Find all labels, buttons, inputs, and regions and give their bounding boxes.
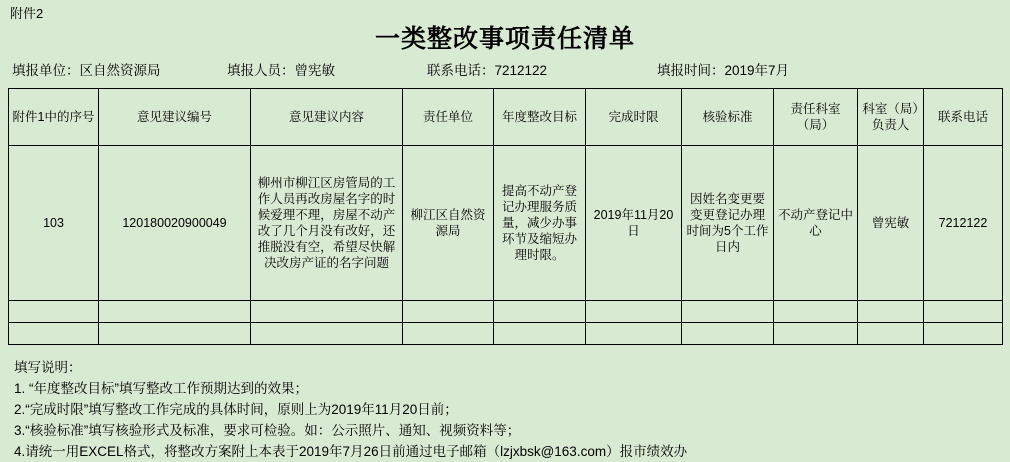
cell-empty: [858, 323, 924, 345]
table-row: [9, 146, 1003, 301]
meta-report-date-value: 2019年7月: [724, 63, 790, 78]
meta-report-date-label: 填报时间：: [657, 63, 725, 78]
column-header-goal: 年度整改目标: [494, 89, 586, 146]
meta-contact-phone: [427, 62, 657, 80]
cell-empty: [494, 323, 586, 345]
notes-item-3: 3.“核验标准”填写核验形式及标准，要求可检验。如：公示照片、通知、视频资料等；: [14, 423, 521, 438]
meta-contact-phone-label: 联系电话：: [427, 63, 495, 78]
cell-seq: 103: [9, 146, 99, 301]
cell-empty: [99, 323, 251, 345]
cell-empty: [9, 301, 99, 323]
notes-item-1: 1. “年度整改目标”填写整改工作预期达到的效果；: [14, 381, 309, 396]
notes-section: [8, 357, 1002, 462]
cell-empty: [858, 301, 924, 323]
column-header-phone: 联系电话: [924, 89, 1003, 146]
attachment-label: 附件2: [10, 6, 44, 21]
cell-person: 曾宪敏: [858, 146, 924, 301]
table-row-empty: [9, 323, 1003, 345]
cell-empty: [251, 323, 403, 345]
column-header-suggestion-no: 意见建议编号: [99, 89, 251, 146]
cell-empty: [99, 301, 251, 323]
cell-content: 柳州市柳江区房管局的工作人员再改房屋名字的时候爱理不理，房屋不动产改了几个月没有改好，还推脱没有空，希望尽快解决改房产证的名字问题: [251, 146, 403, 301]
cell-standard: 因姓名变更要变更登记办理时间为5个工作日内: [682, 146, 774, 301]
table-row-empty: [9, 301, 1003, 323]
cell-deadline: 2019年11月20日: [586, 146, 682, 301]
page-title: 一类整改事项责任清单: [374, 24, 635, 53]
meta-reporting-unit-label: 填报单位：: [12, 63, 80, 78]
cell-empty: [9, 323, 99, 345]
cell-empty: [403, 301, 494, 323]
column-header-deadline: 完成时限: [586, 89, 682, 146]
column-header-standard: 核验标准: [682, 89, 774, 146]
table-header-row: [9, 89, 1003, 146]
column-header-seq: 附件1中的序号: [9, 89, 99, 146]
cell-empty: [494, 301, 586, 323]
meta-reporter-value: 曾宪敏: [294, 63, 335, 78]
cell-goal: 提高不动产登记办理服务质量，减少办事环节及缩短办理时限。: [494, 146, 586, 301]
cell-empty: [774, 323, 858, 345]
cell-department: 不动产登记中心: [774, 146, 858, 301]
cell-unit: 柳江区自然资源局: [403, 146, 494, 301]
cell-empty: [682, 301, 774, 323]
column-header-unit: 责任单位: [403, 89, 494, 146]
meta-reporter-label: 填报人员：: [227, 63, 295, 78]
cell-empty: [586, 301, 682, 323]
meta-reporting-unit: [12, 62, 227, 80]
notes-item-4: 4.请统一用EXCEL格式，将整改方案附上本表于2019年7月26日前通过电子邮箱（lzjxbsk@163.com）报市绩效办: [14, 444, 688, 459]
column-header-person: 科室（局）负责人: [858, 89, 924, 146]
column-header-content: 意见建议内容: [251, 89, 403, 146]
cell-empty: [924, 323, 1003, 345]
meta-reporting-unit-value: 区自然资源局: [79, 63, 161, 78]
notes-item-2: 2.“完成时限”填写整改工作完成的具体时间，原则上为2019年11月20日前；: [14, 402, 458, 417]
cell-suggestion-no: 120180020900049: [99, 146, 251, 301]
column-header-department: 责任科室（局）: [774, 89, 858, 146]
responsibility-table: [8, 88, 1003, 345]
meta-row: [8, 62, 1002, 80]
cell-empty: [586, 323, 682, 345]
cell-empty: [403, 323, 494, 345]
meta-report-date: [657, 62, 998, 80]
cell-empty: [251, 301, 403, 323]
cell-empty: [924, 301, 1003, 323]
meta-reporter: [227, 62, 427, 80]
cell-phone: 7212122: [924, 146, 1003, 301]
cell-empty: [774, 301, 858, 323]
meta-contact-phone-value: 7212122: [494, 63, 548, 78]
cell-empty: [682, 323, 774, 345]
notes-heading: 填写说明：: [14, 360, 82, 375]
